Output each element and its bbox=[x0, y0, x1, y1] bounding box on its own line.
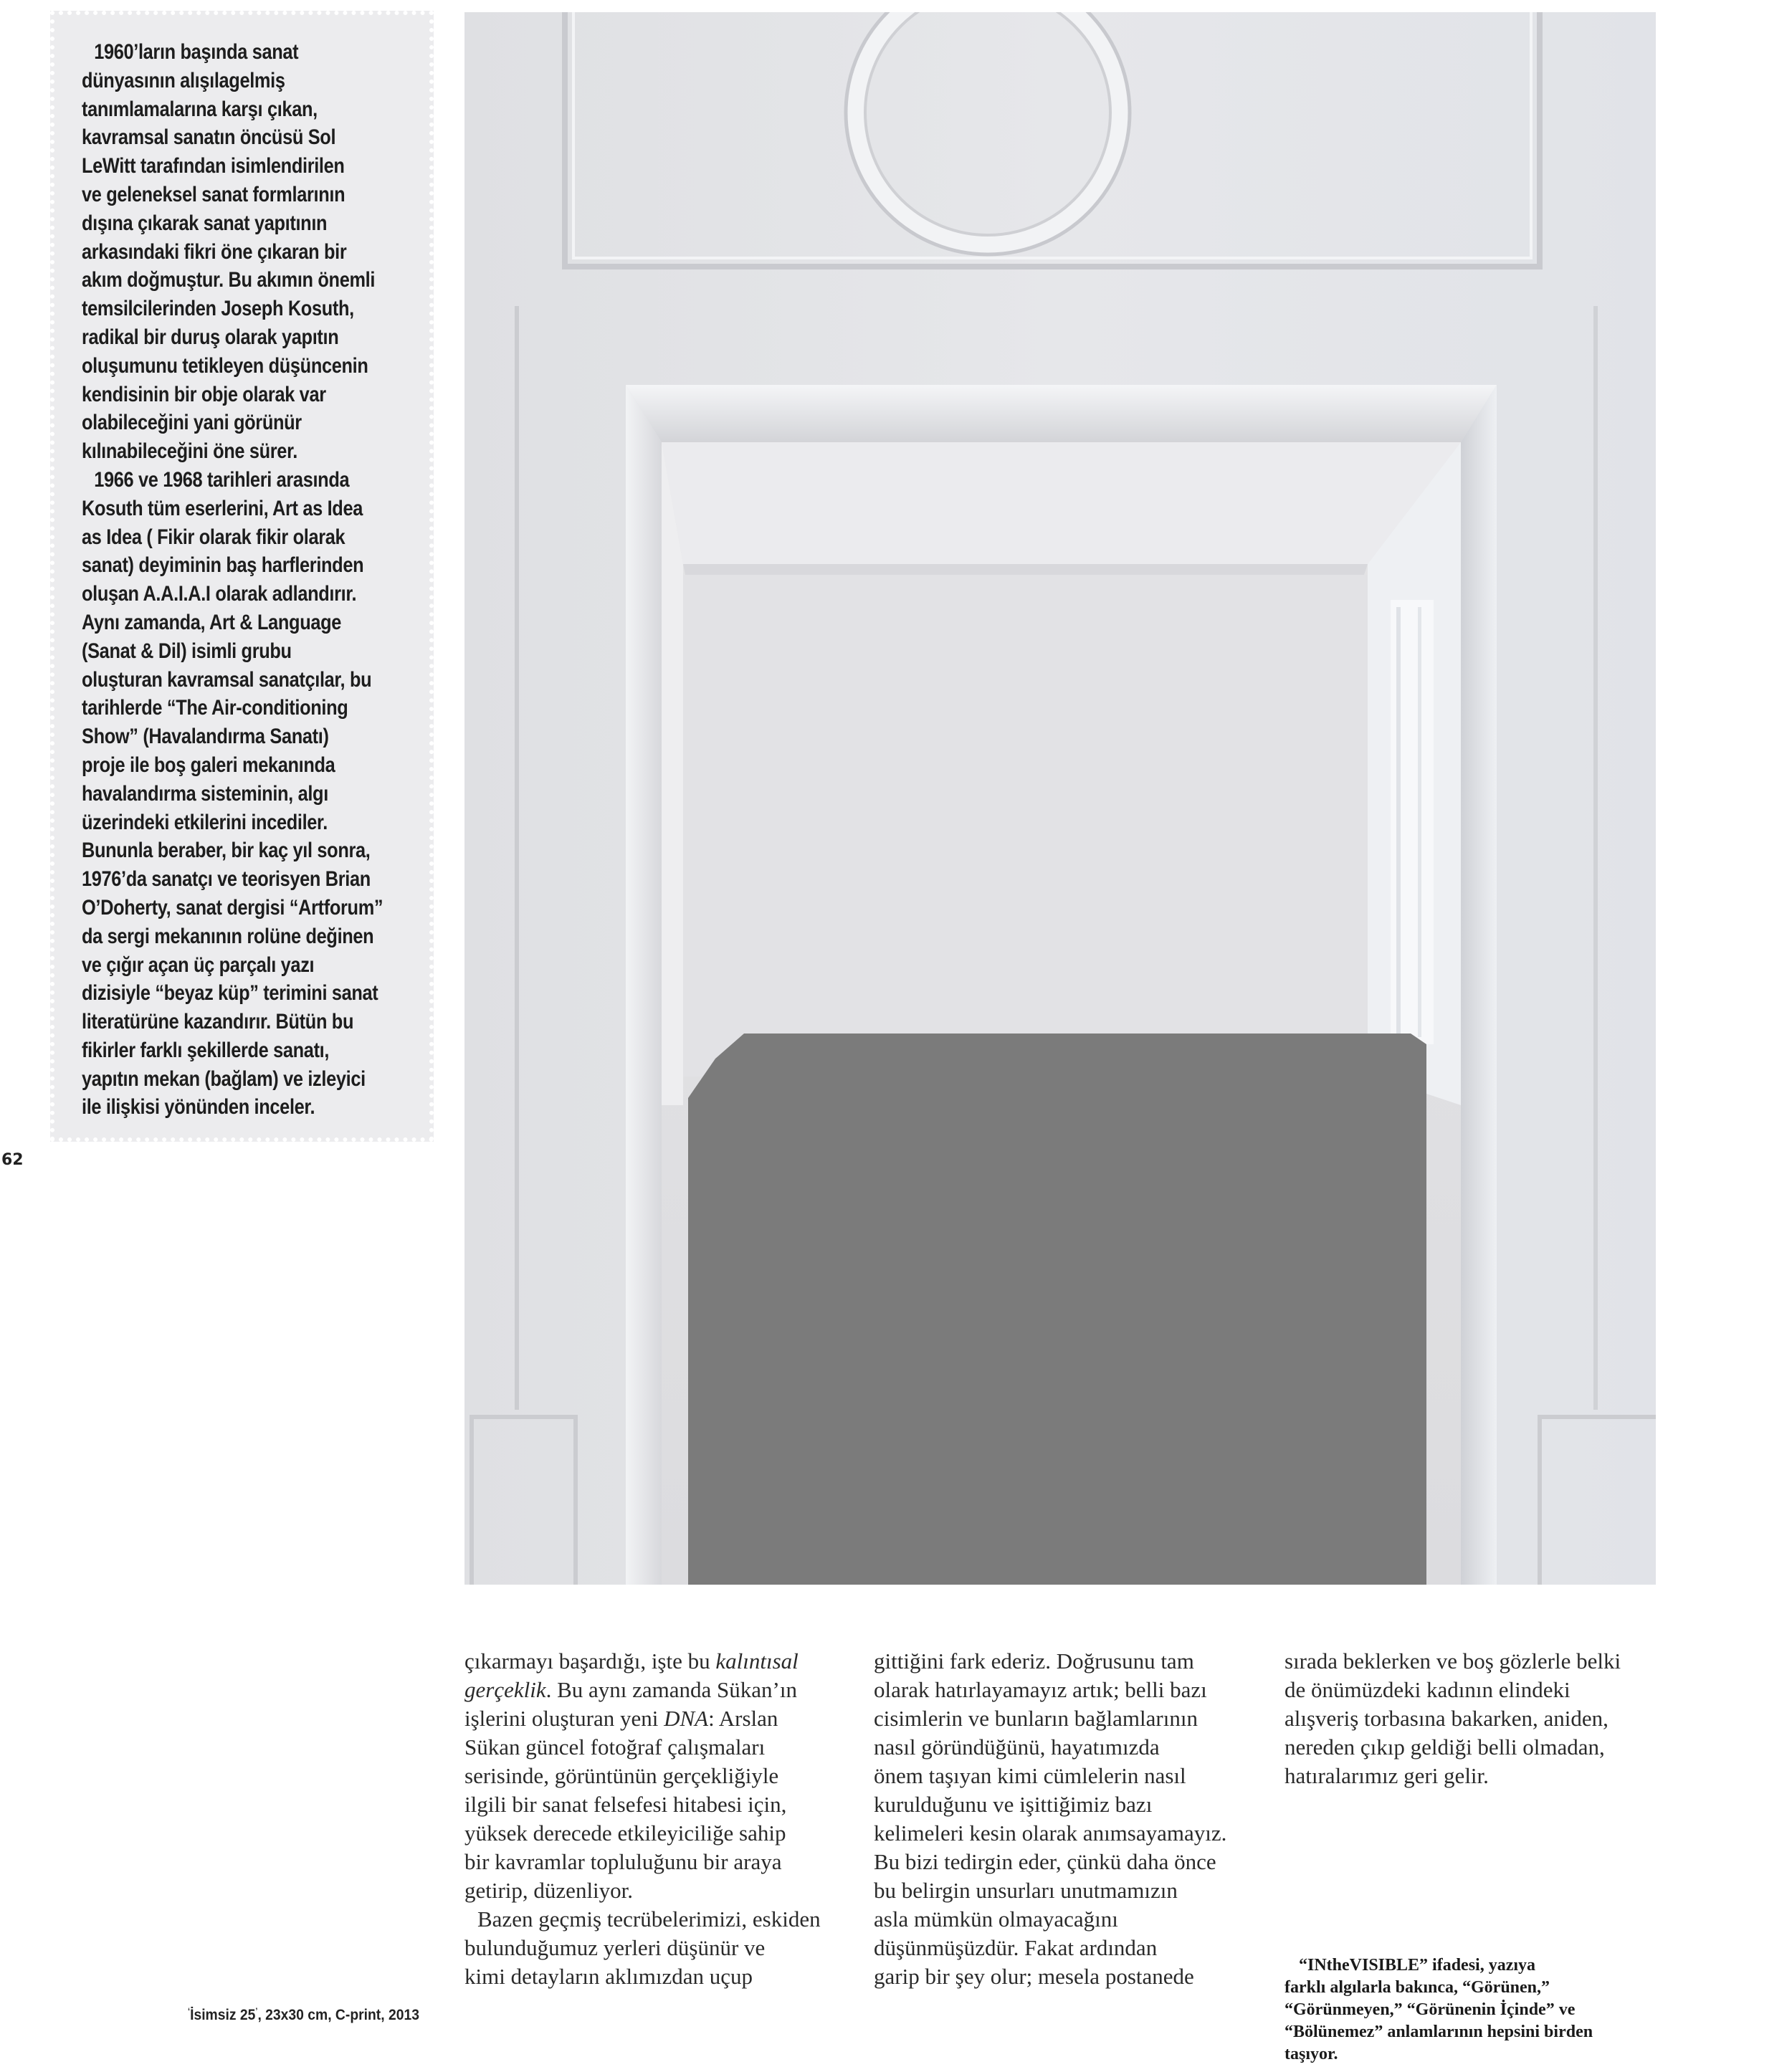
artwork-illustration bbox=[464, 12, 1656, 1585]
body-column-1 bbox=[464, 1647, 821, 1991]
photo-caption: ‘İsimsiz 25’, 23x30 cm, C-print, 2013 bbox=[188, 2006, 419, 2023]
body-column-2 bbox=[874, 1647, 1226, 1991]
side-note-paragraph: “INtheVISIBLE” ifadesi, yazıya farklı algılarla bakınca, “Görünen,” “Görünmeyen,” “Görünenin İçinde” ve “Bölünemez” anlamlarının hepsini birden taşıyor. bbox=[1285, 1956, 1593, 2063]
sidebar-paragraph-2: 1966 ve 1968 tarihleri arasında Kosuth tüm eserlerini, Art as Idea as Idea ( Fikir olarak fikir olarak sanat) deyiminin baş harflerinden oluşan A.A.I.A.I olarak adlandırır. Aynı zamanda, Art & Language (Sanat & Dil) isimli grubu oluşturan kavramsal sanatçılar, bu tarihlerde “The Air-conditioning Show” (Havalandırma Sanatı) proje ile boş galeri mekanında havalandırma sisteminin, algı üzerindeki etkilerini incediler. Bununla beraber, bir kaç yıl sonra, 1976’da sanatçı ve teorisyen Brian O’Doherty, sanat dergisi “Artforum” da sergi mekanının rolüne değinen ve çığır açan üç parçalı yazı dizisiyle “beyaz küp” terimini sanat literatürüne kazandırır. Bütün bu fikirler farklı şekillerde sanatı, yapıtın mekan (bağlam) ve izleyici ile ilişkisi yönünden inceler. bbox=[82, 467, 383, 1120]
column3-paragraph: sırada beklerken ve boş gözlerle belki de önümüzdeki kadının elindeki alışveriş torbasına bakarken, aniden, nereden çıkıp geldiği belli olmadan, hatıralarımız geri gelir. bbox=[1285, 1648, 1621, 1788]
sidebar-paragraph-1: 1960’ların başında sanat dünyasının alışılagelmiş tanımlamalarına karşı çıkan, kavramsal sanatın öncüsü Sol LeWitt tarafından isimlendirilen ve geleneksel sanat formlarının dışına çıkarak sanat yapıtının arkasındaki fikri öne çıkaran bir akım doğmuştur. Bu akımın önemli temsilcilerinden Joseph Kosuth, radikal bir duruş olarak yapıtın oluşumunu tetikleyen düşüncenin kendisinin bir obje olarak var olabileceğini yani görünür kılınabileceğini öne sürer. bbox=[82, 40, 376, 464]
column1-paragraph-2: Bazen geçmiş tecrübelerimizi, eskiden bulunduğumuz yerleri düşünür ve kimi detayların aklımızdan uçup bbox=[464, 1906, 821, 1989]
side-note bbox=[1285, 1954, 1629, 2066]
sidebar-box bbox=[50, 11, 434, 1142]
artwork-photo bbox=[464, 12, 1656, 1585]
column1-paragraph-1: çıkarmayı başardığı, işte bu kalıntısal gerçeklik. Bu aynı zamanda Sükan’ın işlerini oluşturan yeni DNA: Arslan Sükan güncel fotoğraf çalışmaları serisinde, görüntünün gerçekliğiyle ilgili bir sanat felsefesi hitabesi için, yüksek derecede etkileyiciliğe sahip bir kavramlar topluluğunu bir araya getirip, düzenliyor. bbox=[464, 1648, 799, 1903]
page-number: 62 bbox=[1, 1151, 24, 1169]
column2-paragraph: gittiğini fark ederiz. Doğrusunu tam olarak hatırlayamayız artık; belli bazı cisimlerin ve bunların bağlamlarının nasıl göründüğünü, hayatımızda önem taşıyan kimi cümlelerin nasıl kurulduğunu ve işittiğimiz bazı kelimeleri kesin olarak anımsayamayız. Bu bizi tedirgin eder, çünkü daha önce bu belirgin unsurları unutmamızın asla mümkün olmayacağını düşünmüşüzdür. Fakat ardından garip bir şey olur; mesela postanede bbox=[874, 1648, 1227, 1989]
body-column-3 bbox=[1285, 1647, 1621, 1790]
sidebar-text bbox=[82, 38, 414, 1122]
